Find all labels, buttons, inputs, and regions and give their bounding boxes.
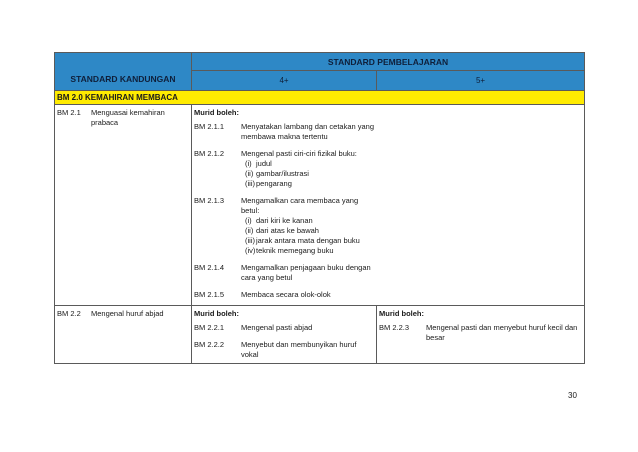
- sub-item-text: jarak antara mata dengan buku: [256, 236, 360, 245]
- item-text: Mengenal pasti abjad: [241, 323, 313, 332]
- item-body: [241, 149, 377, 189]
- sub-item: [241, 169, 377, 179]
- sub-item-number: (iii): [245, 236, 255, 245]
- standard-pembelajaran-cell: [192, 105, 584, 305]
- sub-item: [241, 179, 377, 189]
- sub-item-number: (iv): [245, 246, 256, 255]
- list-item: [194, 122, 377, 142]
- sk-text: Menguasai kemahiran prabaca: [91, 108, 165, 127]
- list-item: [194, 149, 377, 189]
- sub-item-number: (ii): [245, 169, 254, 178]
- item-code: BM 2.1.5: [194, 290, 225, 299]
- item-code: BM 2.2.2: [194, 340, 225, 349]
- murid-boleh-label: Murid boleh:: [194, 108, 239, 117]
- item-code: BM 2.1.3: [194, 196, 225, 205]
- table-row: [55, 306, 584, 363]
- list-item: [194, 196, 377, 256]
- item-text: Mengenal pasti dan menyebut huruf kecil dan besar: [426, 323, 578, 342]
- item-code: BM 2.2.1: [194, 323, 225, 332]
- table-header: [55, 53, 584, 91]
- item-code: BM 2.2.3: [379, 323, 410, 332]
- sub-item-number: (i): [245, 159, 252, 168]
- sub-item: [241, 246, 377, 256]
- list-item: [194, 323, 374, 333]
- item-text: Membaca secara olok-olok: [241, 290, 331, 299]
- header-standard-kandungan: STANDARD KANDUNGAN: [55, 53, 192, 90]
- item-code: BM 2.1.4: [194, 263, 225, 272]
- item-text: Mengenal pasti ciri-ciri fizikal buku:: [241, 149, 357, 158]
- sub-item-text: dari kiri ke kanan: [256, 216, 313, 225]
- sk-code: BM 2.1: [57, 108, 81, 117]
- level-4-cell: [192, 306, 377, 363]
- item-text: Menyebut dan membunyikan huruf vokal: [241, 340, 357, 359]
- sub-item-text: dari atas ke bawah: [256, 226, 319, 235]
- section-title: BM 2.0 KEMAHIRAN MEMBACA: [55, 91, 584, 105]
- item-body: [241, 196, 377, 256]
- curriculum-table: [54, 52, 585, 364]
- sub-item-number: (ii): [245, 226, 254, 235]
- item-text: Menyatakan lambang dan cetakan yang membawa makna tertentu: [241, 122, 375, 141]
- list-item: [194, 290, 377, 300]
- header-level-4: 4+: [192, 71, 377, 90]
- list-item: [379, 323, 582, 343]
- header-level-5: 5+: [475, 76, 486, 85]
- page-number: 30: [568, 391, 577, 400]
- sub-item-text: judul: [256, 159, 272, 168]
- item-text: Mengamalkan penjagaan buku dengan cara yang betul: [241, 263, 371, 282]
- murid-boleh-label: Murid boleh:: [194, 309, 239, 318]
- list-item: [194, 263, 377, 283]
- sub-item-text: teknik memegang buku: [256, 246, 334, 255]
- sk-code: BM 2.2: [57, 309, 81, 318]
- header-pembelajaran-group: [192, 53, 584, 90]
- murid-boleh-label: Murid boleh:: [379, 309, 424, 318]
- list-item: [194, 340, 374, 360]
- table-row: [55, 105, 584, 306]
- sub-item-number: (i): [245, 216, 252, 225]
- sub-item: [241, 216, 377, 226]
- item-code: BM 2.1.1: [194, 122, 225, 131]
- sub-item: [241, 236, 377, 246]
- sub-item-text: gambar/ilustrasi: [256, 169, 309, 178]
- header-standard-pembelajaran: STANDARD PEMBELAJARAN: [192, 53, 584, 71]
- sub-item-number: (iii): [245, 179, 255, 188]
- level-5-cell: [377, 306, 584, 363]
- standard-kandungan-cell: [55, 306, 192, 363]
- sub-item-text: pengarang: [256, 179, 292, 188]
- standard-kandungan-cell: [55, 105, 192, 305]
- header-levels: [192, 71, 584, 90]
- item-code: BM 2.1.2: [194, 149, 225, 158]
- sk-text: Mengenal huruf abjad: [91, 309, 164, 318]
- sub-item: [241, 159, 377, 169]
- sub-item: [241, 226, 377, 236]
- item-text: Mengamalkan cara membaca yang betul:: [241, 196, 359, 215]
